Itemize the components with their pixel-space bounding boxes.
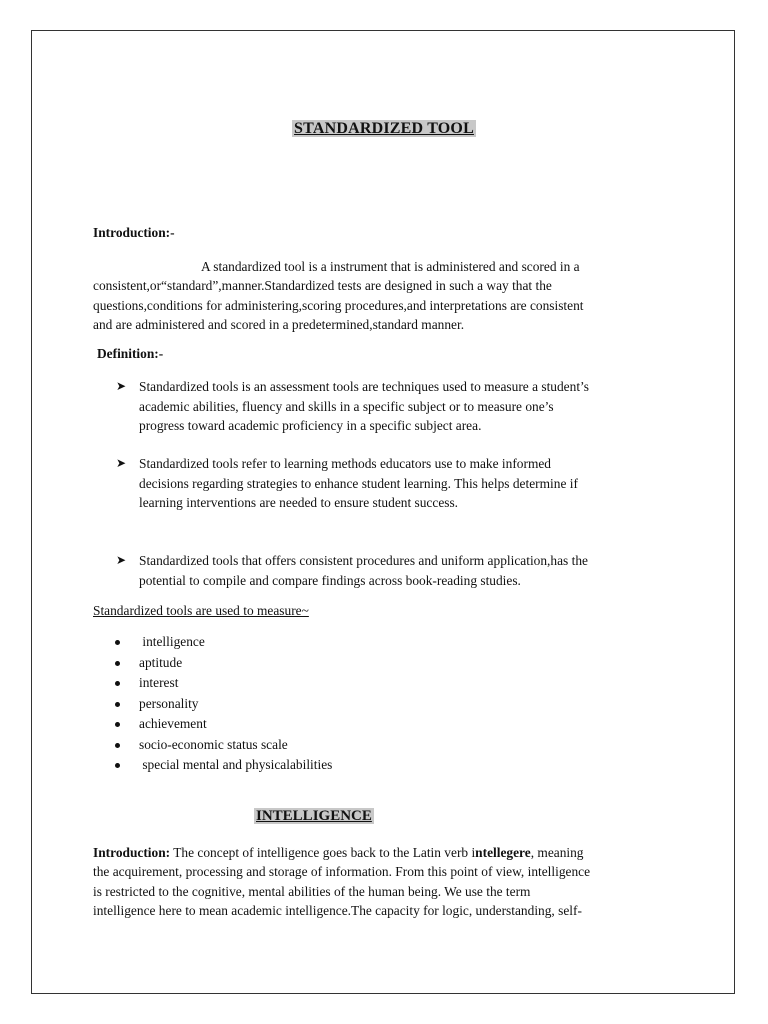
definition-line: Standardized tools is an assessment tools are techniques used to measure a student’s (139, 379, 589, 394)
intelligence-line (93, 843, 683, 862)
list-item-text: aptitude (139, 654, 183, 670)
list-item-text: special mental and physicalabilities (139, 757, 333, 772)
list-item-text: socio-economic status scale (139, 736, 288, 752)
measure-heading: Standardized tools are used to measure~ (93, 603, 309, 618)
list-item (112, 696, 512, 717)
intelligence-line: is restricted to the cognitive, mental abilities of the human being. We use the term (93, 883, 531, 899)
intelligence-text: , meaning (530, 845, 584, 860)
arrow-bullet-icon: ➤ (116, 379, 127, 393)
list-item (112, 634, 512, 655)
intelligence-line: intelligence here to mean academic intelligence.The capacity for logic, understanding, self- (93, 902, 582, 918)
bullet-icon (115, 702, 120, 707)
list-item (112, 655, 512, 676)
definition-heading: Definition:- (97, 346, 164, 361)
section-heading-intelligence (254, 808, 374, 825)
definition-line: Standardized tools that offers consistent procedures and uniform application,has the (139, 553, 588, 568)
measure-list (112, 634, 512, 778)
intro-line: consistent,or“standard”,manner.Standardized tests are designed in such a way that the (93, 278, 552, 294)
definition-line: decisions regarding strategies to enhance student learning. This helps determine if (139, 475, 578, 491)
bullet-icon (115, 743, 120, 748)
list-item (112, 757, 512, 778)
definition-item (116, 454, 676, 513)
definition-item (116, 377, 676, 436)
definition-line: Standardized tools refer to learning methods educators use to make informed (139, 456, 552, 471)
intelligence-intro-label: Introduction: (93, 845, 171, 860)
intelligence-line: the acquirement, processing and storage of information. From this point of view, intelligence (93, 864, 591, 880)
definition-line: potential to compile and compare findings across book-reading studies. (139, 572, 521, 588)
document-title-text: STANDARDIZED TOOL (294, 120, 474, 137)
latin-term: ntellegere (475, 845, 531, 860)
arrow-bullet-icon: ➤ (116, 456, 127, 470)
list-item-text: intelligence (139, 634, 205, 649)
intro-heading: Introduction:- (93, 225, 175, 240)
intro-paragraph (93, 257, 673, 334)
list-item-text: interest (139, 675, 179, 690)
intelligence-text: The concept of intelligence goes back to the Latin verb i (170, 845, 476, 860)
bullet-icon (115, 661, 120, 666)
definition-line: learning interventions are needed to ensure student success. (139, 495, 459, 511)
definition-line: progress toward academic proficiency in a specific subject area. (139, 418, 482, 434)
section-heading-text: INTELLIGENCE (256, 808, 372, 824)
bullet-icon (115, 681, 120, 686)
bullet-icon (115, 763, 120, 768)
list-item (112, 675, 512, 696)
intro-line (93, 257, 673, 276)
intro-line: questions,conditions for administering,scoring procedures,and interpretations are consistent (93, 297, 584, 313)
definition-item (116, 551, 676, 590)
document-title (0, 120, 768, 138)
list-item (112, 737, 512, 758)
intro-line: and are administered and scored in a predetermined,standard manner. (93, 316, 465, 332)
definition-item-text (139, 454, 676, 513)
bullet-icon (115, 722, 120, 727)
list-item-text: personality (139, 695, 199, 711)
bullet-icon (115, 640, 120, 645)
arrow-bullet-icon: ➤ (116, 553, 127, 567)
intelligence-paragraph (93, 843, 683, 920)
definition-item-text (139, 551, 676, 590)
definition-line: academic abilities, fluency and skills in a specific subject or to measure one’s (139, 398, 554, 414)
intro-line-text: A standardized tool is a instrument that is administered and scored in a (201, 259, 580, 274)
list-item (112, 716, 512, 737)
list-item-text: achievement (139, 716, 207, 731)
definition-item-text (139, 377, 676, 436)
